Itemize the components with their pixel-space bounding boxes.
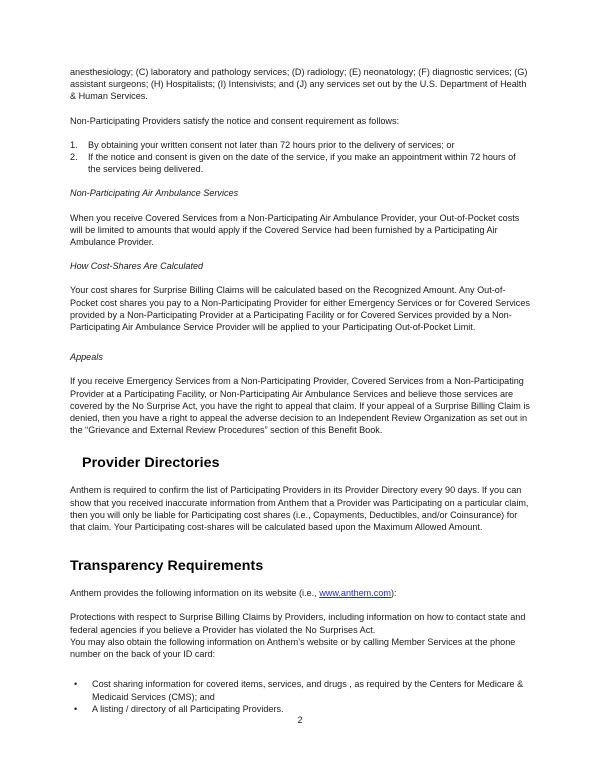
bullet-icon: • bbox=[74, 679, 78, 690]
paragraph-notice-intro: Non-Participating Providers satisfy the notice and consent requirement as follows: bbox=[70, 115, 400, 126]
numbered-list-notice-consent bbox=[70, 139, 530, 176]
spacer bbox=[70, 175, 530, 187]
list-item-text: Cost sharing information for covered items, services, and drugs , as required by the Centers for Medicare & Medicaid Services (CMS); and bbox=[92, 679, 524, 702]
document-content bbox=[70, 66, 530, 715]
list-item bbox=[70, 151, 530, 175]
paragraph-protections: Protections with respect to Surprise Billing Claims by Providers, including information on how to contact state and federal agencies if you believe a Provider has violated the No Surprises Act. bbox=[70, 612, 526, 635]
spacer bbox=[70, 472, 530, 484]
bullet-list-information-items bbox=[70, 678, 530, 715]
subheading-air-ambulance: Non-Participating Air Ambulance Services bbox=[70, 188, 239, 199]
paragraph-appeals: If you receive Emergency Services from a Non-Participating Provider, Covered Services from a Non-Participating Provider at a Participating Facility, or Non-Participating Air Ambulance Services and believe those services are covered by the No Surprise Act, you have the right to appeal that claim. If your appeal of a Surprise Billing Claim is denied, then you have a right to appeal the adverse decision to an Independent Review Organization as set out in the “Grievance and External Review Procedures” section of this Benefit Book. bbox=[70, 376, 530, 436]
paragraph-provider-directories: Anthem is required to confirm the list of Participating Providers in its Provider Directory every 90 days. If you can show that you received inaccurate information from Anthem that a Provider was Participating on a particular claim, then you will only be liable for Participating cost shares (i.e., Copayments, Deductibles, and/or Coinsurance) for that claim. Your Participating cost-shares will be calculated based upon the Maximum Allowed Amount. bbox=[70, 485, 529, 533]
paragraph-services-list: anesthesiology; (C) laboratory and pathology services; (D) radiology; (E) neonatology; (F) diagnostic services; (G) assistant surgeons; (H) Hospitalists; (I) Intensivists; and (J) any services set out by the U.S. Department of Health & Human Services. bbox=[70, 67, 528, 102]
website-prefix-text: Anthem provides the following information on its website (i.e., bbox=[70, 588, 320, 599]
spacer bbox=[70, 545, 530, 557]
bullet-icon: • bbox=[74, 703, 78, 714]
list-item bbox=[70, 678, 530, 702]
heading-transparency-requirements: Transparency Requirements bbox=[70, 558, 264, 575]
spacer bbox=[70, 575, 530, 587]
paragraph-member-services: You may also obtain the following information on Anthem’s website or by calling Member Services at the phone number on the back of your ID card: bbox=[70, 636, 516, 660]
paragraph-cost-shares: Your cost shares for Surprise Billing Claims will be calculated based on the Recognized Amount. Any Out-of-Pocket cost shares you pay to a Non-Participating Provider for either Emergency Services or for Covered Services provided by a Non-Participating Provider at a Participating Facility or for Covered Services provided by a Non-Participating Air Ambulance Service Provider will be applied to your Participating Out-of-Pocket Limit. bbox=[70, 285, 530, 333]
list-marker: 2. bbox=[70, 152, 78, 163]
list-item-text: A listing / directory of all Participating Providers. bbox=[92, 703, 284, 714]
heading-provider-directories: Provider Directories bbox=[82, 455, 220, 472]
subheading-appeals: Appeals bbox=[70, 352, 103, 363]
paragraph-website bbox=[70, 587, 530, 599]
list-item bbox=[70, 139, 530, 151]
page-number: 2 bbox=[297, 715, 303, 725]
list-item-text: If the notice and consent is given on the date of the service, if you make an appointment within 72 hours of the services being delivered. bbox=[88, 152, 516, 175]
paragraph-air-ambulance: When you receive Covered Services from a Non-Participating Air Ambulance Provider, your Out-of-Pocket costs will be limited to amounts that would apply if the Covered Service had been furnished by a Participating Air Ambulance Provider. bbox=[70, 212, 520, 248]
list-marker: 1. bbox=[70, 139, 78, 150]
list-item-text: By obtaining your written consent not later than 72 hours prior to the delivery of services; or bbox=[88, 139, 455, 150]
subheading-cost-shares: How Cost-Shares Are Calculated bbox=[70, 261, 204, 272]
website-suffix-text: ): bbox=[390, 588, 397, 599]
anthem-website-link[interactable]: www.anthem.com bbox=[319, 588, 391, 599]
